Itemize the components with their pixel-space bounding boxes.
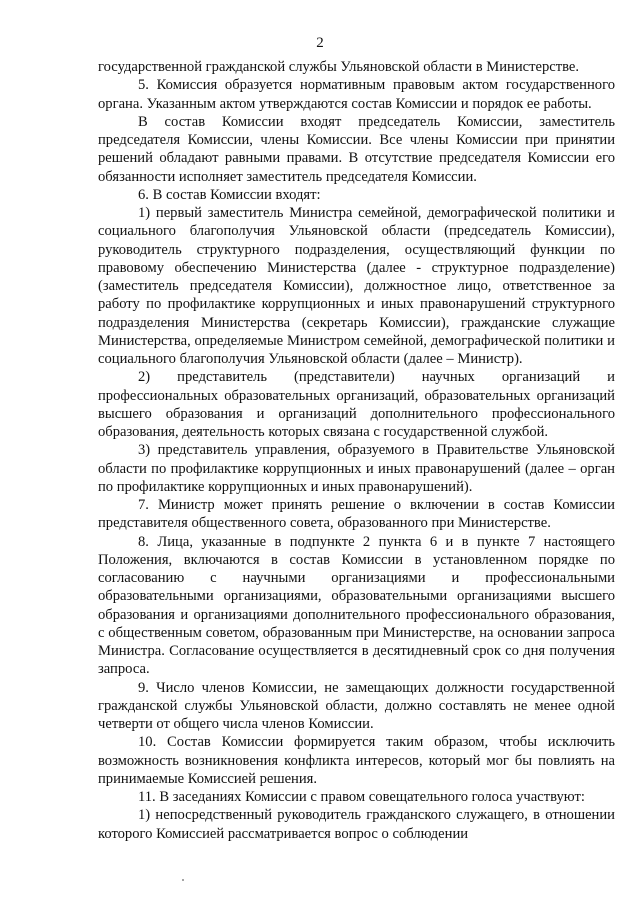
scan-artifact (182, 879, 184, 881)
paragraph: В состав Комиссии входят председатель Комиссии, заместитель председателя Комиссии, члены Комиссии. Все члены Комиссии при принятии решений обладают равными правами. В отсутствие председателя Комиссии его обязанности исполняет заместитель председателя Комиссии. (98, 113, 615, 185)
document-body (98, 58, 615, 843)
list-item: 2) представитель (представители) научных организаций и профессиональных образовательных организаций, образовательных организаций высшего образования и организаций дополнительного профессионального образования, деятельность которых связана с государственной службой. (98, 369, 615, 440)
list-item: 1) первый заместитель Министра семейной, демографической политики и социального благополучия Ульяновской области (председатель Комиссии), руководитель структурного подразделения, осуществляющий функции по правовому обеспечению Министерства (далее - структурное подразделение) (заместитель председателя Комиссии), должностное лицо, ответственное за работу по профилактике коррупционных и иных правонарушений структурного подразделения Министерства (секретарь Комиссии), гражданские служащие Министерства, определяемые Министром семейной, демографической политики и социального благополучия Ульяновской области (далее – Министр). (98, 205, 615, 367)
paragraph: 7. Министр может принять решение о включении в состав Комиссии представителя общественного совета, образованного при Министерстве. (98, 497, 615, 532)
paragraph: 10. Состав Комиссии формируется таким образом, чтобы исключить возможность возникновения конфликта интересов, который мог бы повлиять на принимаемые Комиссией решения. (98, 734, 615, 787)
paragraph: 11. В заседаниях Комиссии с правом совещательного голоса участвуют: (138, 789, 585, 805)
paragraph: государственной гражданской службы Ульяновской области в Министерстве. (98, 59, 580, 75)
page-number: 2 (316, 35, 324, 51)
paragraph: 6. В состав Комиссии входят: (138, 186, 321, 203)
paragraph: 8. Лица, указанные в подпункте 2 пункта 6 и в пункте 7 настоящего Положения, включаются в состав Комиссии в установленном порядке по согласованию с научными организациями и профессиональными образовательными организациями, образовательными организациями высшего образования и организациями дополнительного профессионального образования, с общественным советом, образованным при Министерстве, на основании запроса Министра. Согласование осуществляется в десятидневный срок со дня получения запроса. (98, 533, 615, 678)
list-item: 3) представитель управления, образуемого в Правительстве Ульяновской области по профилактике коррупционных и иных правонарушений (далее – орган по профилактике коррупционных и иных правонарушений). (98, 442, 615, 495)
paragraph: 5. Комиссия образуется нормативным правовым актом государственного органа. Указанным актом утверждаются состав Комиссии и порядок ее работы. (98, 77, 615, 112)
paragraph: 9. Число членов Комиссии, не замещающих должности государственной гражданской службы Ульяновской области, должно составлять не менее одной четверти от общего числа членов Комиссии. (98, 679, 615, 732)
list-item: 1) непосредственный руководитель гражданского служащего, в отношении которого Комиссией рассматривается вопрос о соблюдении (98, 807, 615, 842)
